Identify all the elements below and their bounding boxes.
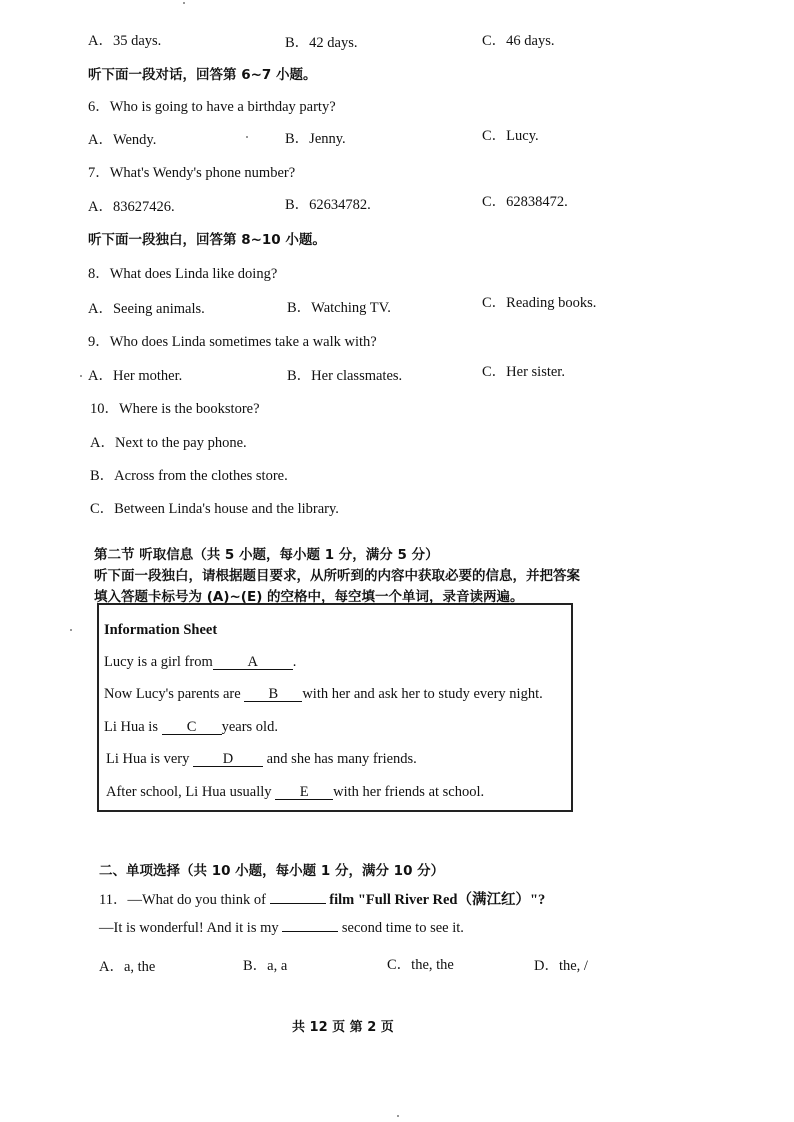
q8-option-c: C．Reading books. [482, 295, 597, 311]
monologue-instruction: 听下面一段独白，回答第 8~10 小题。 [88, 232, 326, 248]
q11-line1-text: 11．—What do you think of [99, 892, 266, 908]
q11-line2-text: —It is wonderful! And it is my [99, 920, 279, 936]
info-row-3-text: Li Hua is [104, 719, 158, 735]
info-row-4-end: and she has many friends. [266, 751, 417, 767]
q7-stem: 7．What's Wendy's phone number? [88, 165, 296, 181]
q11-option-c: C．the, the [387, 957, 454, 973]
q11-line2 [99, 920, 464, 937]
q11-option-b: B．a, a [243, 958, 288, 974]
q6-option-a: A．Wendy. [88, 132, 157, 148]
q9-stem: 9．Who does Linda sometimes take a walk with? [88, 334, 377, 350]
q11-line2-end: second time to see it. [341, 920, 464, 936]
q5-option-c: C．46 days. [482, 33, 555, 49]
info-row-1-end: . [292, 654, 297, 670]
info-row-5-end: with her friends at school. [333, 784, 485, 800]
q10-stem: 10．Where is the bookstore? [90, 401, 260, 417]
info-row-4-text: Li Hua is very [106, 751, 190, 767]
section2-title: 第二节 听取信息（共 5 小题，每小题 1 分，满分 5 分） [94, 547, 439, 563]
info-row-3 [104, 719, 278, 736]
page-footer: 共 12 页 第 2 页 [292, 1020, 394, 1035]
q7-option-b: B．62634782. [285, 197, 371, 213]
q8-stem: 8．What does Linda like doing? [88, 266, 278, 282]
q7-option-a: A．83627426. [88, 199, 175, 215]
q5-option-a: A．35 days. [88, 33, 162, 49]
blank-e: E [275, 785, 333, 800]
section2-instruction-line1: 听下面一段独白，请根据题目要求，从所听到的内容中获取必要的信息，并把答案 [94, 568, 580, 584]
q5-option-b: B．42 days. [285, 35, 358, 51]
info-row-2 [104, 686, 543, 703]
info-row-5-text: After school, Li Hua usually [106, 784, 272, 800]
blank-b: B [244, 687, 302, 702]
scan-speck [80, 375, 82, 377]
info-row-2-text: Now Lucy's parents are [104, 686, 241, 702]
q11-option-d: D．the, / [534, 958, 588, 974]
q10-option-a: A．Next to the pay phone. [90, 435, 247, 451]
q11-option-a: A．a, the [99, 959, 156, 975]
blank-a: A [213, 655, 293, 670]
q9-option-b: B．Her classmates. [287, 368, 403, 384]
info-row-3-end: years old. [221, 719, 278, 735]
q11-blank-2 [282, 931, 338, 932]
q6-stem: 6．Who is going to have a birthday party? [88, 99, 336, 115]
section2-instruction-line2: 填入答题卡标号为 (A)~(E) 的空格中，每空填一个单词，录音读两遍。 [94, 589, 524, 605]
info-row-1-text: Lucy is a girl from [104, 654, 213, 670]
q11-blank-1 [270, 903, 326, 904]
q10-option-b: B．Across from the clothes store. [90, 468, 288, 484]
blank-d: D [193, 752, 263, 767]
scan-speck [70, 629, 72, 631]
dialog-instruction: 听下面一段对话，回答第 6~7 小题。 [88, 67, 317, 83]
q11-line1-film: film "Full River Red（满江红）"? [329, 892, 546, 908]
info-row-1 [104, 654, 296, 671]
blank-c: C [162, 720, 222, 735]
q8-option-a: A．Seeing animals. [88, 301, 205, 317]
q11-line1 [99, 888, 545, 909]
q9-option-a: A．Her mother. [88, 368, 183, 384]
scan-speck [246, 136, 248, 138]
q7-option-c: C．62838472. [482, 194, 568, 210]
scan-speck [183, 2, 185, 4]
info-row-5 [106, 784, 484, 801]
q8-option-b: B．Watching TV. [287, 300, 391, 316]
part2-title: 二、单项选择（共 10 小题，每小题 1 分，满分 10 分） [99, 863, 445, 879]
q9-option-c: C．Her sister. [482, 364, 565, 380]
info-row-4 [106, 751, 417, 768]
q6-option-c: C．Lucy. [482, 128, 539, 144]
q6-option-b: B．Jenny. [285, 131, 346, 147]
information-sheet-title: Information Sheet [104, 622, 218, 638]
scan-speck [397, 1115, 399, 1117]
info-row-2-end: with her and ask her to study every night. [302, 686, 543, 702]
q10-option-c: C．Between Linda's house and the library. [90, 501, 339, 517]
